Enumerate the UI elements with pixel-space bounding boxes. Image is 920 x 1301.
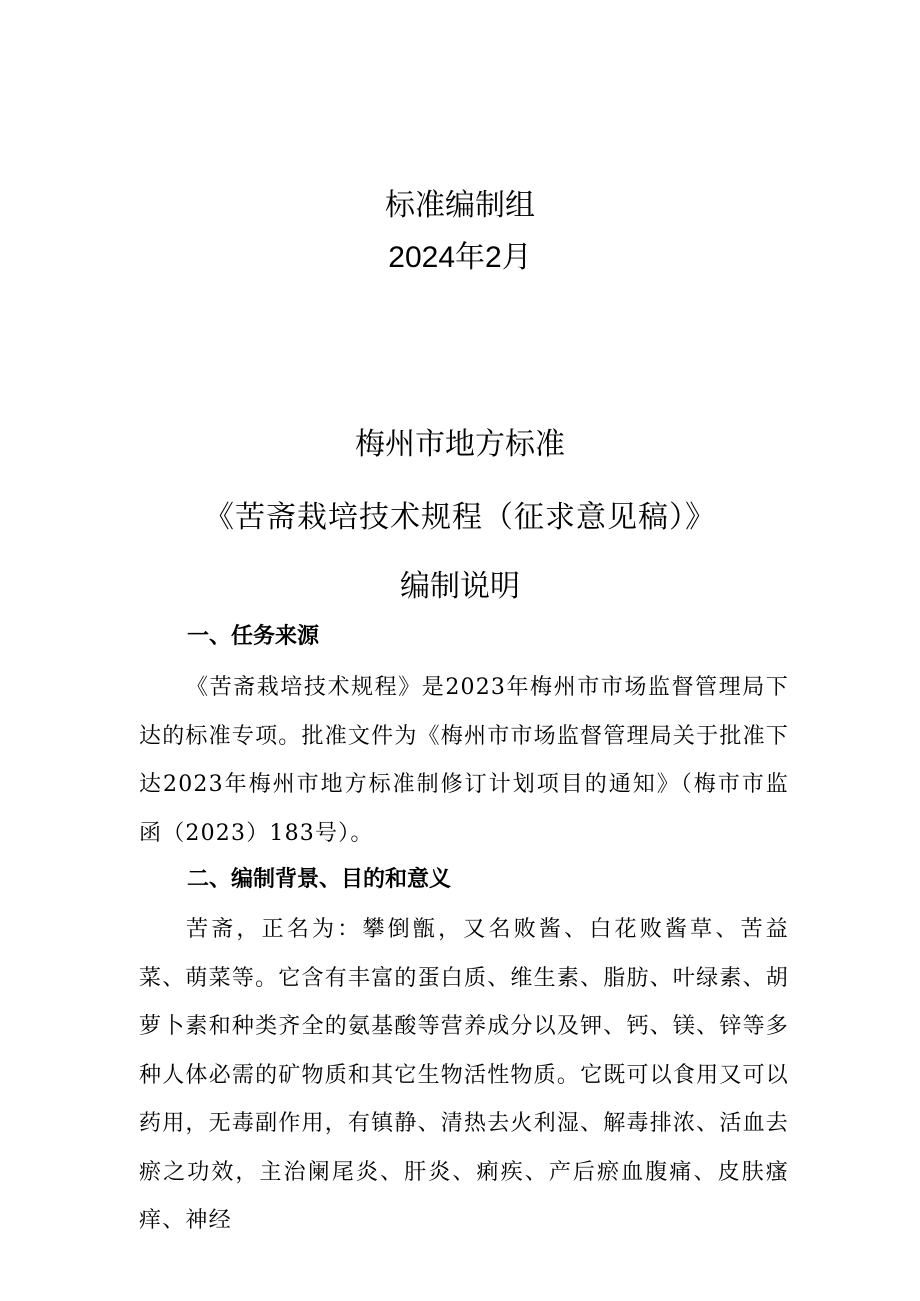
issue-date: 2024年2月: [388, 241, 532, 274]
document-type-title: 编制说明: [400, 569, 520, 604]
standard-category-title: 梅州市地方标准: [355, 427, 565, 462]
section-paragraph-task-source: 《苦斋栽培技术规程》是2023年梅州市市场监督管理局下达的标准专项。批准文件为《梅州市市场监督管理局关于批准下达2023年梅州市地方标准制修订计划项目的通知》（梅市市监函（2023）183号）。: [139, 675, 789, 846]
compiler-name: 标准编制组: [385, 188, 535, 223]
section-heading-task-source: 一、任务来源: [187, 624, 320, 649]
section-paragraph-background: 苦斋，正名为：攀倒甑，又名败酱、白花败酱草、苦益菜、萌菜等。它含有丰富的蛋白质、维生素、脂肪、叶绿素、胡萝卜素和种类齐全的氨基酸等营养成分以及钾、钙、镁、锌等多种人体必需的矿物质和其它生物活性物质。它既可以食用又可以药用，无毒副作用，有镇静、清热去火利湿、解毒排浓、活血去瘀之功效，主治阑尾炎、肝炎、痢疾、产后瘀血腹痛、皮肤瘙痒、神经: [139, 917, 789, 1233]
section-heading-background: 二、编制背景、目的和意义: [187, 867, 452, 892]
standard-name-title: 《苦斋栽培技术规程（征求意见稿）》: [204, 500, 716, 535]
